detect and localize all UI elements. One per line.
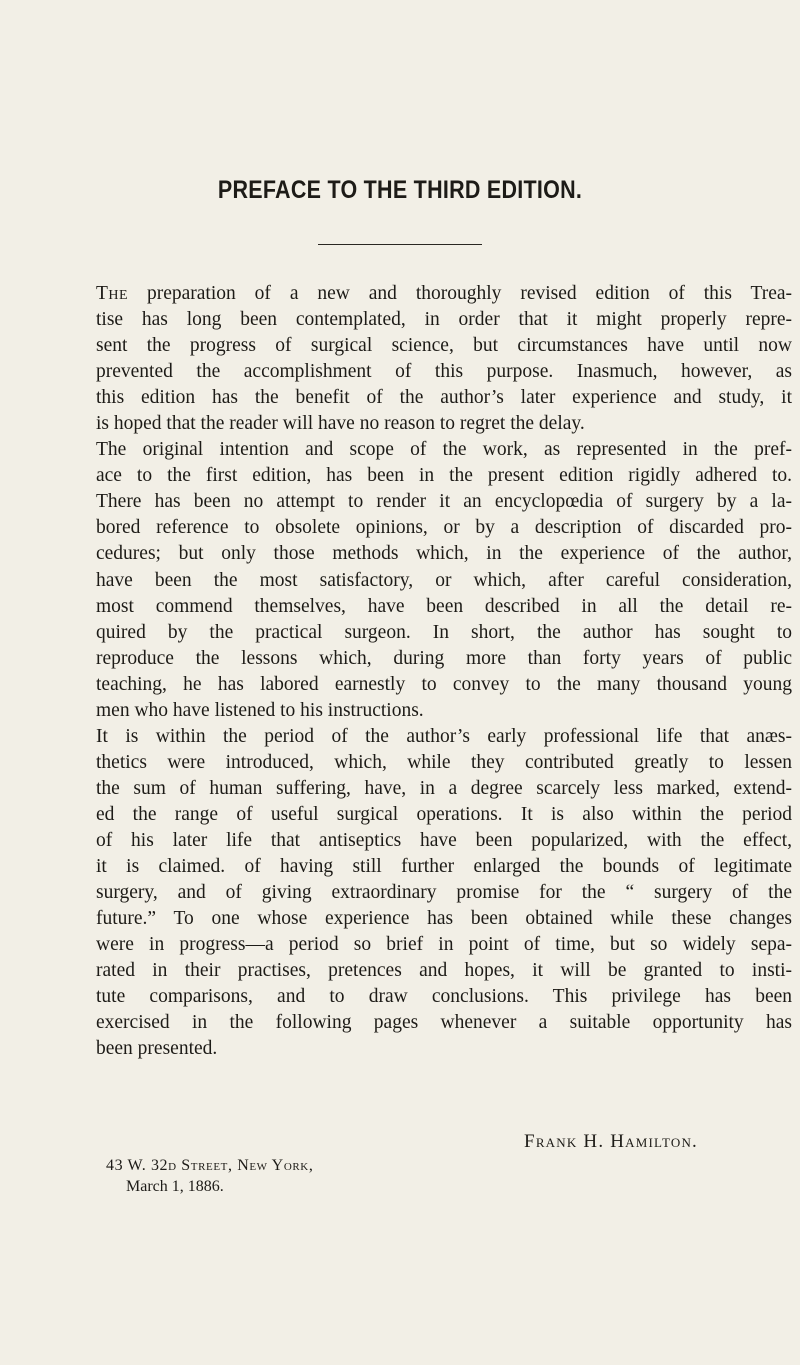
- line-text: been presented.: [96, 1038, 218, 1060]
- line-text: surgery, and of giving extraordinary promise for the “ surgery of the: [96, 882, 792, 904]
- text-line: [96, 463, 792, 489]
- text-line: [96, 594, 792, 620]
- line-text: preparation of a new and thoroughly revised edition of this Trea-: [128, 283, 792, 304]
- text-line: [96, 1010, 792, 1036]
- line-text: cedures; but only those methods which, in the experience of the author,: [96, 543, 792, 565]
- text-line: [96, 672, 792, 698]
- title-divider: [318, 244, 482, 245]
- line-text: It is within the period of the author’s early professional life that anæs-: [96, 725, 792, 747]
- line-text: bored reference to obsolete opinions, or by a description of discarded pro-: [96, 517, 792, 539]
- text-line: [96, 802, 792, 828]
- address-block: [106, 1155, 313, 1197]
- text-line: [96, 620, 792, 646]
- text-line: [96, 489, 792, 515]
- line-text: men who have listened to his instructions.: [96, 699, 424, 721]
- line-text: teaching, he has labored earnestly to convey to the many thousand young: [96, 673, 792, 695]
- text-line: [96, 385, 792, 411]
- text-line: [96, 880, 792, 906]
- text-line: [96, 698, 792, 724]
- line-text: The original intention and scope of the work, as represented in the pref-: [96, 439, 792, 461]
- text-line: [96, 411, 792, 437]
- line-text: tute comparisons, and to draw conclusions. This privilege has been: [96, 986, 792, 1008]
- text-line: [96, 906, 792, 932]
- line-text: ed the range of useful surgical operations. It is also within the period: [96, 803, 792, 825]
- text-line: [96, 515, 792, 541]
- text-line: [96, 333, 792, 359]
- text-line: [96, 1036, 792, 1062]
- text-line: [96, 828, 792, 854]
- line-text: of his later life that antiseptics have been popularized, with the effect,: [96, 829, 792, 851]
- line-text: There has been no attempt to render it an encyclopœdia of surgery by a la-: [96, 491, 792, 513]
- line-text: most commend themselves, have been described in all the detail re-: [96, 595, 792, 617]
- text-line: [96, 541, 792, 567]
- line-text: thetics were introduced, which, while they contributed greatly to lessen: [96, 751, 792, 773]
- text-line: [96, 359, 792, 385]
- line-text: rated in their practises, pretences and hopes, it will be granted to insti-: [96, 960, 792, 982]
- line-text: reproduce the lessons which, during more than forty years of public: [96, 647, 792, 669]
- lead-word: The: [96, 283, 129, 304]
- text-line: [96, 750, 792, 776]
- text-line: [96, 307, 792, 333]
- line-text: it is claimed. of having still further enlarged the bounds of legitimate: [96, 856, 792, 878]
- line-text: tise has long been contemplated, in order that it might properly repre-: [96, 309, 792, 331]
- line-text: ace to the first edition, has been in the present edition rigidly adhered to.: [96, 465, 792, 487]
- text-line: [96, 854, 792, 880]
- line-text: were in progress—a period so brief in point of time, but so widely sepa-: [96, 934, 792, 956]
- line-text: this edition has the benefit of the author’s later experience and study, it: [96, 387, 792, 409]
- line-text: sent the progress of surgical science, but circumstances have until now: [96, 335, 792, 357]
- address-date: March 1, 1886.: [126, 1178, 224, 1195]
- text-line: [96, 568, 792, 594]
- page-title: PREFACE TO THE THIRD EDITION.: [217, 176, 583, 204]
- text-line: [96, 724, 792, 750]
- address-street: 43 W. 32d Street, New York,: [106, 1157, 314, 1174]
- line-text: exercised in the following pages whenever a suitable opportunity has: [96, 1012, 792, 1034]
- line-text: the sum of human suffering, have, in a degree scarcely less marked, extend-: [96, 777, 792, 799]
- preface-body: [96, 281, 792, 1062]
- text-line: [96, 776, 792, 802]
- text-line: [96, 437, 792, 463]
- text-line: [96, 281, 792, 307]
- line-text: quired by the practical surgeon. In short, the author has sought to: [96, 621, 792, 643]
- text-line: [96, 646, 792, 672]
- text-line: [96, 958, 792, 984]
- line-text: future.” To one whose experience has been obtained while these changes: [96, 908, 792, 930]
- line-text: have been the most satisfactory, or which, after careful consideration,: [96, 569, 792, 591]
- line-text: prevented the accomplishment of this purpose. Inasmuch, however, as: [96, 361, 792, 383]
- text-line: [96, 932, 792, 958]
- text-line: [96, 984, 792, 1010]
- signature: Frank H. Hamilton.: [524, 1131, 698, 1152]
- line-text: is hoped that the reader will have no reason to regret the delay.: [96, 413, 585, 435]
